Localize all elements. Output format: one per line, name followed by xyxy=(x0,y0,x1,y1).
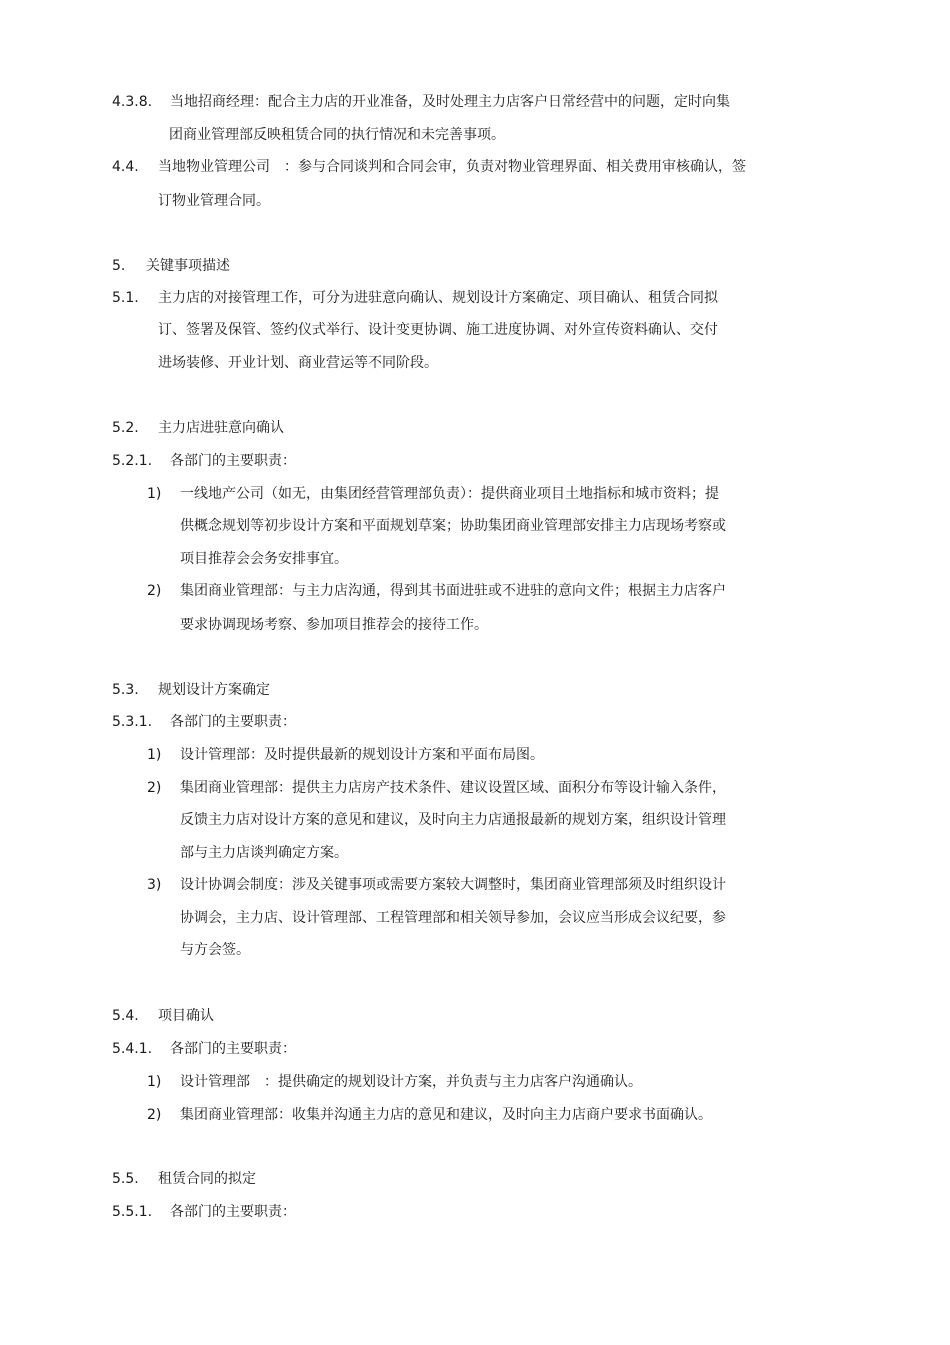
section-number: 2) xyxy=(147,780,162,796)
text-line: 订、签署及保管、签约仪式举行、设计变更协调、施工进度协调、对外宣传资料确认、交付 xyxy=(158,322,718,338)
section-number: 5.1. xyxy=(112,290,139,306)
text-line: 供概念规划等初步设计方案和平面规划草案；协助集团商业管理部安排主力店现场考察或 xyxy=(180,518,726,534)
section-number: 5.4. xyxy=(112,1008,139,1024)
text-line: 主力店进驻意向确认 xyxy=(158,420,284,436)
section-number: 5.3. xyxy=(112,682,139,698)
text-line: 各部门的主要职责： xyxy=(170,714,296,730)
text-line: 设计管理部 ：提供确定的规划设计方案，并负责与主力店客户沟通确认。 xyxy=(180,1074,642,1090)
text-line: 与方会签。 xyxy=(180,942,250,958)
text-line: 项目确认 xyxy=(158,1008,214,1024)
section-number: 3) xyxy=(147,877,162,893)
section-number: 4.3.8. xyxy=(112,94,153,110)
text-line: 一线地产公司（如无，由集团经营管理部负责）：提供商业项目土地指标和城市资料；提 xyxy=(180,486,719,502)
text-line: 当地招商经理：配合主力店的开业准备，及时处理主力店客户日常经营中的问题，定时向集 xyxy=(170,94,730,110)
text-line: 要求协调现场考察、参加项目推荐会的接待工作。 xyxy=(180,617,488,633)
text-line: 租赁合同的拟定 xyxy=(158,1171,256,1187)
text-line: 反馈主力店对设计方案的意见和建议，及时向主力店通报最新的规划方案，组织设计管理 xyxy=(180,812,726,828)
section-number: 5.4.1. xyxy=(112,1041,153,1057)
section-number: 1) xyxy=(147,486,162,502)
text-line: 各部门的主要职责： xyxy=(170,1204,296,1220)
text-line: 进场装修、开业计划、商业营运等不同阶段。 xyxy=(158,355,438,371)
text-line: 团商业管理部反映租赁合同的执行情况和未完善事项。 xyxy=(169,127,505,143)
text-line: 协调会，主力店、设计管理部、工程管理部和相关领导参加，会议应当形成会议纪要，参 xyxy=(180,910,726,926)
section-number: 5.3.1. xyxy=(112,714,153,730)
text-line: 集团商业管理部：提供主力店房产技术条件、建议设置区域、面积分布等设计输入条件， xyxy=(180,780,726,796)
text-line: 集团商业管理部：收集并沟通主力店的意见和建议，及时向主力店商户要求书面确认。 xyxy=(180,1107,712,1123)
text-line: 规划设计方案确定 xyxy=(158,682,270,698)
section-number: 5.5.1. xyxy=(112,1204,153,1220)
section-number: 2) xyxy=(147,1107,162,1123)
text-line: 项目推荐会会务安排事宜。 xyxy=(180,551,348,567)
text-line: 关键事项描述 xyxy=(146,258,230,274)
section-number: 5.2.1. xyxy=(112,453,153,469)
section-number: 1) xyxy=(147,1074,162,1090)
text-line: 集团商业管理部：与主力店沟通，得到其书面进驻或不进驻的意向文件；根据主力店客户 xyxy=(180,583,726,599)
section-number: 2) xyxy=(147,583,162,599)
text-line: 设计管理部：及时提供最新的规划设计方案和平面布局图。 xyxy=(180,747,544,763)
text-line: 各部门的主要职责： xyxy=(170,453,296,469)
text-line: 订物业管理合同。 xyxy=(158,193,270,209)
text-line: 各部门的主要职责： xyxy=(170,1041,296,1057)
text-line: 设计协调会制度：涉及关键事项或需要方案较大调整时，集团商业管理部须及时组织设计 xyxy=(180,877,726,893)
text-line: 部与主力店谈判确定方案。 xyxy=(180,845,348,861)
section-number: 4.4. xyxy=(112,159,139,175)
text-line: 当地物业管理公司 ：参与合同谈判和合同会审，负责对物业管理界面、相关费用审核确认，签 xyxy=(158,159,746,175)
section-number: 5. xyxy=(112,258,126,274)
section-number: 5.2. xyxy=(112,420,139,436)
section-number: 1) xyxy=(147,747,162,763)
text-line: 主力店的对接管理工作，可分为进驻意向确认、规划设计方案确定、项目确认、租赁合同拟 xyxy=(158,290,718,306)
section-number: 5.5. xyxy=(112,1171,139,1187)
